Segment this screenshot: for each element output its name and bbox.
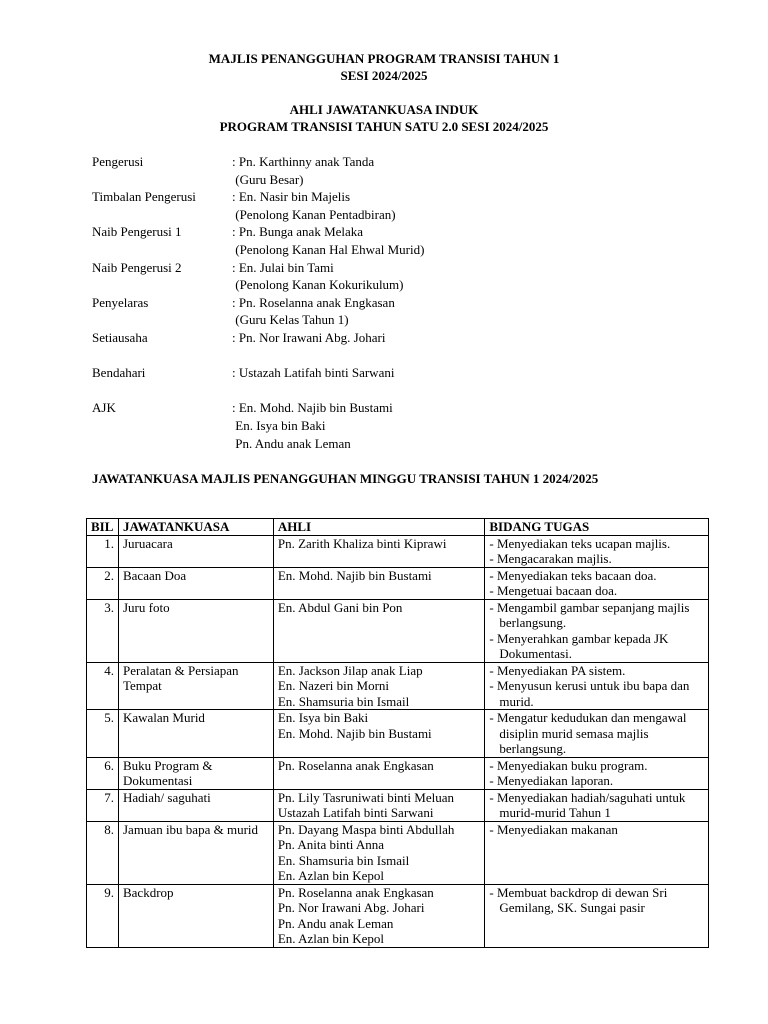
duty-item: - Menyediakan teks bacaan doa.: [489, 567, 657, 583]
cell-bidang-tugas: [485, 599, 709, 662]
header-bidang-tugas: BIDANG TUGAS: [485, 519, 709, 536]
member-name: Pn. Anita binti Anna: [277, 837, 385, 852]
committee-member: : En. Nasir bin Majelis: [232, 189, 351, 205]
table-row: [87, 710, 709, 758]
committee-row: [92, 329, 692, 347]
table-row: [87, 662, 709, 710]
member-name: En. Shamsuria bin Ismail: [277, 693, 410, 709]
cell-jawatankuasa: Bacaan Doa: [118, 567, 273, 599]
committee-member: : Pn. Karthinny anak Tanda: [232, 154, 375, 169]
cell-bidang-tugas: [485, 567, 709, 599]
cell-ahli: [273, 789, 485, 821]
committee-row: [92, 276, 692, 294]
header-session: SESI 2024/2025: [340, 68, 428, 83]
committee-row: [92, 311, 692, 329]
member-name: En. Azlan bin Kepol: [277, 868, 384, 883]
duty-item: - Membuat backdrop di dewan Sri Gemilang, SK. Sungai pasir: [489, 884, 668, 915]
cell-bidang-tugas: [485, 662, 709, 710]
member-name: En. Nazeri bin Morni: [277, 678, 390, 693]
duty-item: - Menyediakan laporan.: [489, 773, 614, 788]
committee-member: : Pn. Bunga anak Melaka: [232, 224, 364, 240]
section-title: JAWATANKUASA MAJLIS PENANGGUHAN MINGGU TRANSISI TAHUN 1 2024/2025: [92, 471, 599, 486]
member-name: Ustazah Latifah binti Sarwani: [277, 805, 434, 820]
spacer: [92, 382, 692, 400]
cell-bil: 6.: [87, 757, 119, 789]
committee-member: (Penolong Kanan Kokurikulum): [232, 277, 404, 293]
cell-bidang-tugas: [485, 821, 709, 884]
cell-ahli: [273, 567, 485, 599]
cell-jawatankuasa: Juruacara: [118, 535, 273, 567]
committee-member: Pn. Andu anak Leman: [232, 435, 351, 451]
member-name: Pn. Roselanna anak Engkasan: [277, 757, 434, 773]
committee-row: [92, 417, 692, 435]
member-name: En. Azlan bin Kepol: [277, 931, 384, 946]
committee-member: En. Isya bin Baki: [232, 417, 326, 433]
member-name: Pn. Roselanna anak Engkasan: [277, 884, 434, 900]
cell-jawatankuasa: Hadiah/ saguhati: [118, 789, 273, 821]
committee-role: [92, 241, 232, 259]
committee-role: Bendahari: [92, 365, 146, 381]
cell-jawatankuasa: Backdrop: [118, 884, 273, 947]
table-row: [87, 535, 709, 567]
cell-bidang-tugas: [485, 789, 709, 821]
cell-jawatankuasa: Jamuan ibu bapa & murid: [118, 821, 273, 884]
member-name: Pn. Lily Tasruniwati binti Meluan: [277, 789, 454, 805]
member-name: En. Mohd. Najib bin Bustami: [277, 725, 432, 741]
committee-row: [92, 435, 692, 453]
committee-role: AJK: [92, 400, 116, 416]
table-row: [87, 884, 709, 947]
committee-row: [92, 259, 692, 277]
committee-role: [92, 311, 232, 329]
main-committee-list: [92, 153, 692, 452]
cell-ahli: [273, 757, 485, 789]
duty-item: - Menyediakan teks ucapan majlis.: [489, 535, 671, 551]
committee-row: [92, 364, 692, 382]
spacer: [92, 347, 692, 365]
cell-jawatankuasa: Juru foto: [118, 599, 273, 662]
member-name: Pn. Nor Irawani Abg. Johari: [277, 900, 425, 915]
cell-jawatankuasa: Buku Program & Dokumentasi: [118, 757, 273, 789]
duty-item: - Mengetuai bacaan doa.: [489, 583, 618, 598]
cell-bidang-tugas: [485, 757, 709, 789]
committee-role: Naib Pengerusi 1: [92, 224, 182, 240]
duty-item: - Mengatur kedudukan dan mengawal disiplin murid semasa majlis berlangsung.: [489, 710, 687, 756]
committee-role: Setiausaha: [92, 329, 148, 345]
committee-row: [92, 294, 692, 312]
committee-row: [92, 241, 692, 259]
table-row: [87, 757, 709, 789]
committee-row: [92, 171, 692, 189]
member-name: Pn. Zarith Khaliza binti Kiprawi: [277, 535, 447, 551]
member-name: En. Jackson Jilap anak Liap: [277, 662, 423, 678]
committee-member: : Pn. Roselanna anak Engkasan: [232, 294, 395, 310]
cell-ahli: [273, 662, 485, 710]
table-row: [87, 567, 709, 599]
committee-role: [92, 171, 232, 189]
member-name: Pn. Andu anak Leman: [277, 915, 394, 931]
committee-member: : En. Mohd. Najib bin Bustami: [232, 400, 393, 416]
committee-member: (Guru Besar): [232, 171, 304, 187]
document-header: [0, 50, 768, 84]
duty-item: - Menyediakan makanan: [489, 821, 618, 837]
duty-item: - Menyediakan PA sistem.: [489, 662, 626, 678]
cell-bil: 8.: [87, 821, 119, 884]
member-name: En. Abdul Gani bin Pon: [277, 599, 403, 615]
cell-bidang-tugas: [485, 535, 709, 567]
member-name: En. Mohd. Najib bin Bustami: [277, 567, 432, 583]
committee-row: [92, 399, 692, 417]
cell-ahli: [273, 599, 485, 662]
cell-bil: 4.: [87, 662, 119, 710]
cell-ahli: [273, 884, 485, 947]
header-bil: BIL: [87, 519, 119, 536]
committee-header: [0, 101, 768, 135]
header-ahli: AHLI: [273, 519, 485, 536]
cell-bil: 5.: [87, 710, 119, 758]
member-name: En. Shamsuria bin Ismail: [277, 852, 410, 868]
duty-item: - Mengambil gambar sepanjang majlis berlangsung.: [489, 599, 690, 630]
table-row: [87, 789, 709, 821]
program-title: PROGRAM TRANSISI TAHUN SATU 2.0 SESI 2024/2025: [219, 119, 549, 134]
cell-jawatankuasa: Kawalan Murid: [118, 710, 273, 758]
cell-bil: 9.: [87, 884, 119, 947]
cell-bidang-tugas: [485, 884, 709, 947]
committee-row: [92, 153, 692, 171]
table-header-row: [87, 519, 709, 536]
duty-item: - Menyusun kerusi untuk ibu bapa dan murid.: [489, 678, 690, 709]
cell-jawatankuasa: Peralatan & Persiapan Tempat: [118, 662, 273, 710]
cell-bil: 3.: [87, 599, 119, 662]
committee-role: Timbalan Pengerusi: [92, 189, 196, 205]
committee-role: [92, 417, 232, 435]
committee-row: [92, 206, 692, 224]
committee-role: [92, 276, 232, 294]
committee-member: (Penolong Kanan Pentadbiran): [232, 206, 396, 222]
cell-ahli: [273, 821, 485, 884]
committee-role: [92, 206, 232, 224]
table-row: [87, 821, 709, 884]
duty-item: - Menyediakan buku program.: [489, 757, 648, 773]
duty-item: - Menyediakan hadiah/saguhati untuk murid-murid Tahun 1: [489, 789, 686, 820]
committee-role: Penyelaras: [92, 294, 149, 310]
cell-ahli: [273, 535, 485, 567]
committee-member: : En. Julai bin Tami: [232, 259, 334, 275]
header-title: MAJLIS PENANGGUHAN PROGRAM TRANSISI TAHUN 1: [208, 51, 560, 66]
duty-item: - Mengacarakan majlis.: [489, 551, 612, 566]
committee-member: (Penolong Kanan Hal Ehwal Murid): [232, 241, 425, 257]
member-name: Pn. Dayang Maspa binti Abdullah: [277, 821, 455, 837]
committee-member: : Ustazah Latifah binti Sarwani: [232, 365, 395, 381]
table-row: [87, 599, 709, 662]
cell-ahli: [273, 710, 485, 758]
committee-member: (Guru Kelas Tahun 1): [232, 312, 349, 328]
cell-bil: 2.: [87, 567, 119, 599]
cell-bil: 7.: [87, 789, 119, 821]
committee-row: [92, 223, 692, 241]
committee-row: [92, 188, 692, 206]
cell-bidang-tugas: [485, 710, 709, 758]
header-jawatankuasa: JAWATANKUASA: [118, 519, 273, 536]
cell-bil: 1.: [87, 535, 119, 567]
committee-role: [92, 435, 232, 453]
duty-item: - Menyerahkan gambar kepada JK Dokumentasi.: [489, 630, 669, 661]
committee-title: AHLI JAWATANKUASA INDUK: [289, 102, 479, 117]
member-name: En. Isya bin Baki: [277, 710, 369, 725]
committee-table: [86, 518, 709, 948]
committee-role: Naib Pengerusi 2: [92, 259, 182, 275]
committee-role: Pengerusi: [92, 154, 144, 169]
committee-member: : Pn. Nor Irawani Abg. Johari: [232, 329, 386, 345]
